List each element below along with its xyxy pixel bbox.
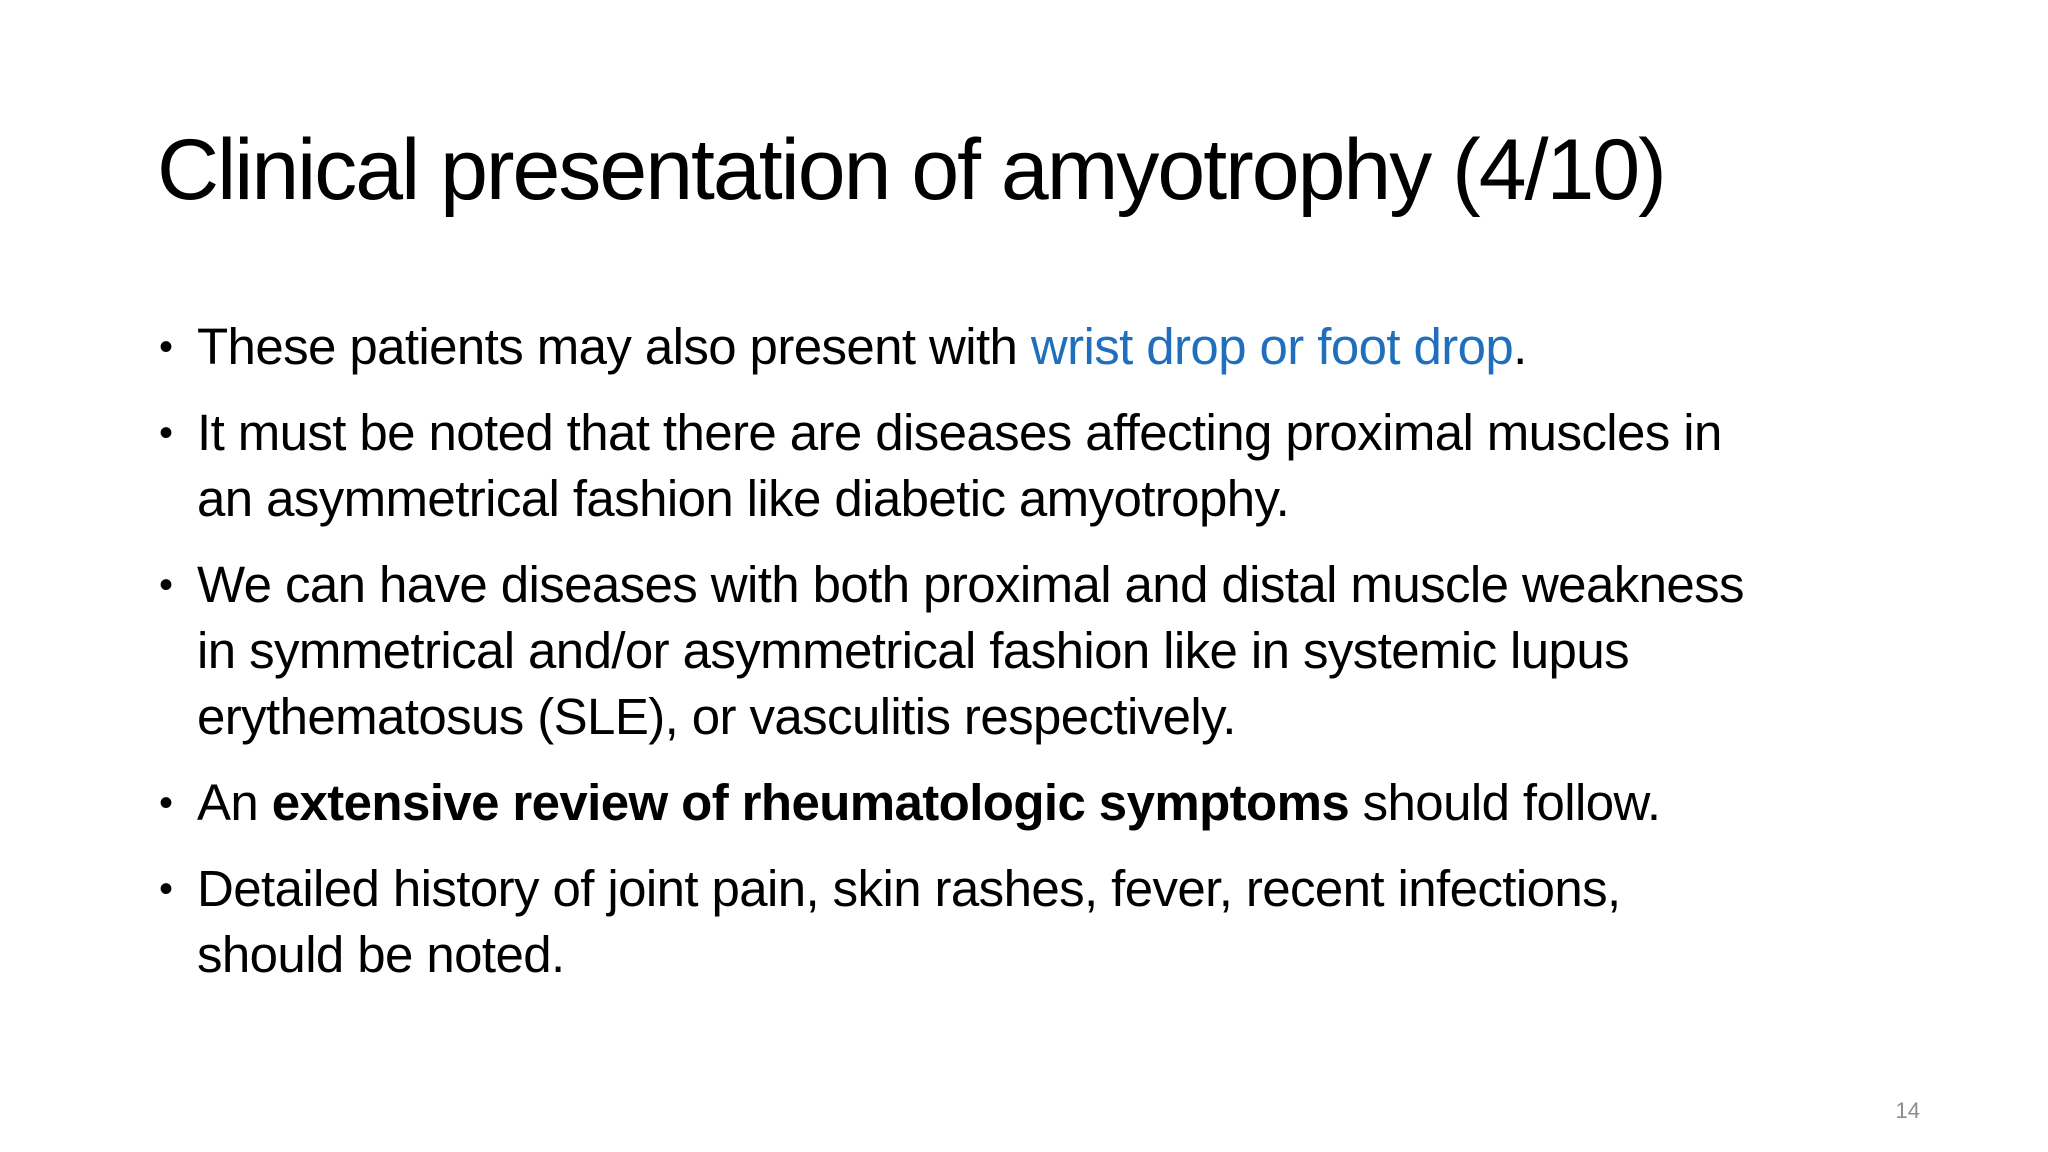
bullet-text (197, 314, 1917, 380)
bullet-marker: • (159, 325, 173, 369)
bullet-item (157, 856, 1917, 988)
bullet-text-prefix: An (197, 774, 272, 831)
bullet-item (157, 314, 1917, 380)
page-number: 14 (1895, 1098, 1920, 1123)
bullet-line: Detailed history of joint pain, skin rashes, fever, recent infections, (197, 860, 1621, 917)
bullet-text (197, 770, 1917, 836)
bullet-line: erythematosus (SLE), or vasculitis respectively. (197, 688, 1236, 745)
bullet-text-suffix: should follow. (1349, 774, 1661, 831)
bullet-marker: • (159, 867, 173, 911)
bullet-marker: • (159, 781, 173, 825)
bullet-list (157, 314, 1917, 1008)
bullet-text-suffix: . (1513, 318, 1527, 375)
bullet-item (157, 400, 1917, 532)
bullet-item (157, 770, 1917, 836)
bullet-marker: • (159, 411, 173, 455)
bullet-text-prefix: These patients may also present with (197, 318, 1031, 375)
bullet-line: in symmetrical and/or asymmetrical fashion like in systemic lupus (197, 622, 1629, 679)
slide-title: Clinical presentation of amyotrophy (4/10) (157, 122, 1665, 218)
highlighted-text: wrist drop or foot drop (1030, 318, 1514, 375)
bullet-line: It must be noted that there are diseases affecting proximal muscles in (197, 404, 1722, 461)
bullet-marker: • (159, 563, 173, 607)
bullet-item (157, 552, 1917, 750)
bullet-line: an asymmetrical fashion like diabetic amyotrophy. (197, 470, 1290, 527)
bold-text: extensive review of rheumatologic symptoms (271, 774, 1350, 831)
bullet-line: We can have diseases with both proximal and distal muscle weakness (197, 556, 1744, 613)
bullet-line: should be noted. (197, 926, 565, 983)
